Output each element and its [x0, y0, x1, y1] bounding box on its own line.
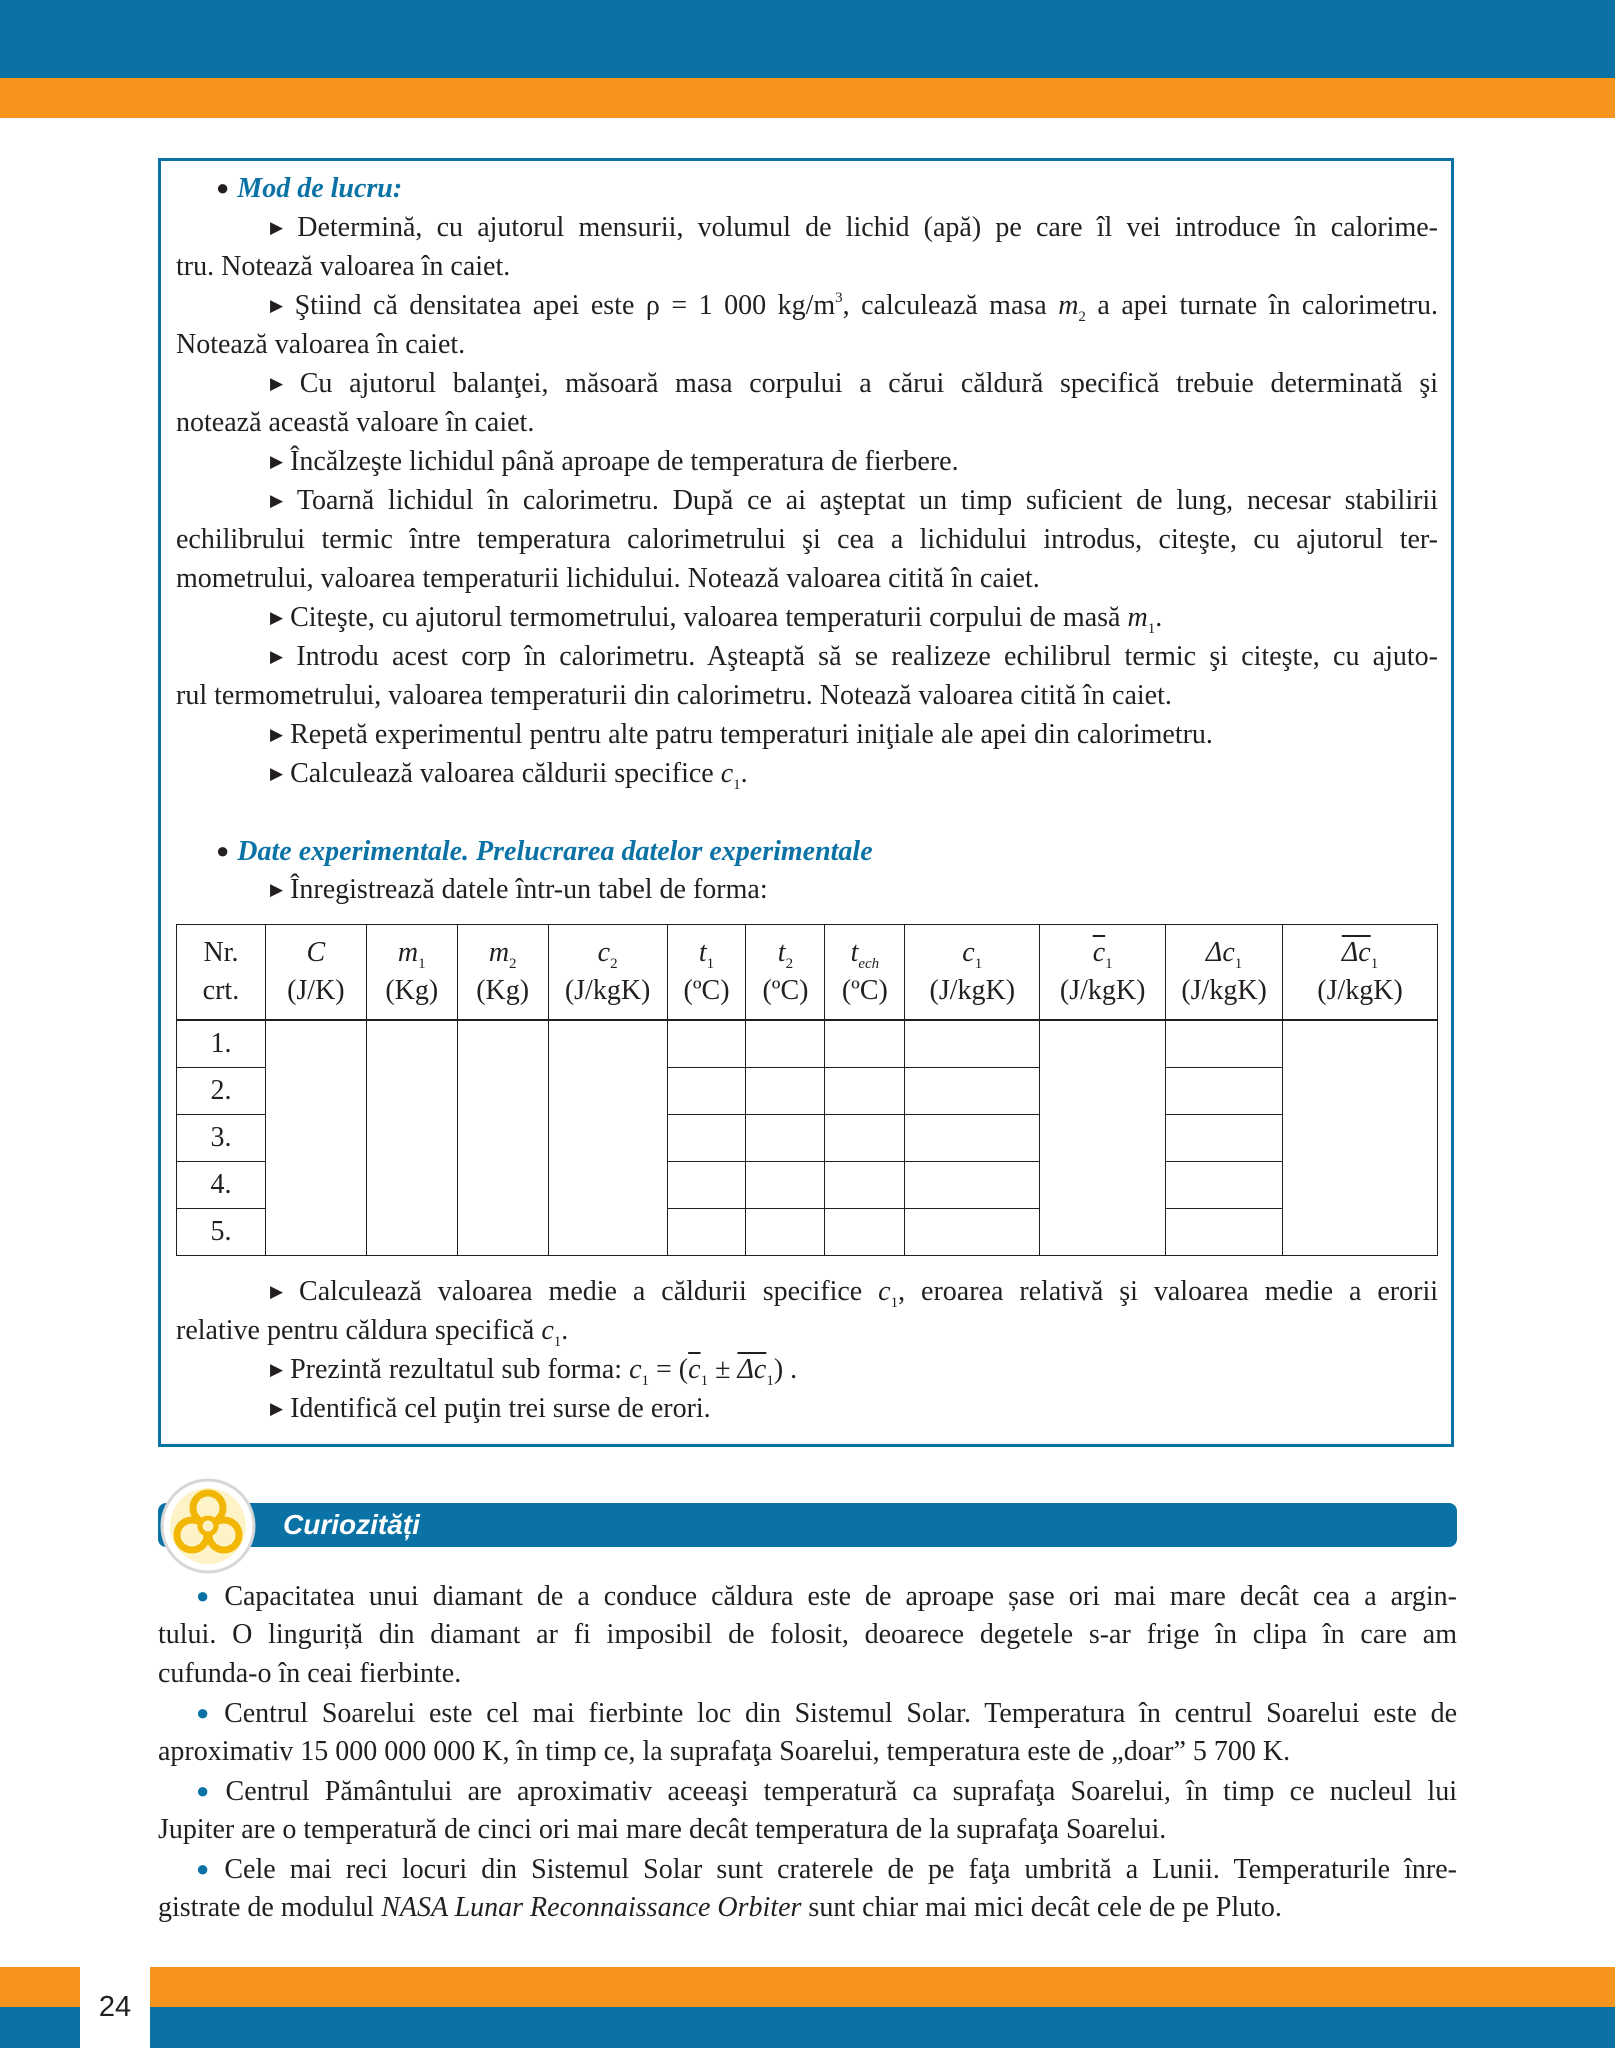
curiosity-3-cont: Jupiter are o temperatură de cinci ori mai mare decât temperatura de la suprafaţa Soarelui.: [158, 1814, 1167, 1845]
step-7-cont: rul termometrului, valoarea temperaturii din calorimetru. Notează valoarea citită în caiet.: [176, 680, 1172, 711]
step-3: ▶ Cu ajutorul balanţei, măsoară masa corpului a cărui căldură specifică trebuie determinată şi: [270, 368, 1438, 399]
top-orange-band: [0, 78, 1615, 118]
step-9: ▶ Calculează valoarea căldurii specifice $c_1$.: [270, 758, 748, 793]
cell: [825, 1209, 905, 1256]
col-t1: $t_1$ (ºC): [667, 925, 746, 1021]
cell: [1166, 1115, 1283, 1162]
cell: [1166, 1162, 1283, 1209]
step-3-cont: notează această valoare în caiet.: [176, 407, 535, 438]
row-number: 1.: [177, 1020, 266, 1068]
step-1: ▶ Determină, cu ajutorul mensurii, volumul de lichid (apă) pe care îl vei introduce în calorime-: [270, 212, 1438, 243]
cell: [667, 1068, 746, 1115]
curiosity-4: ● Cele mai reci locuri din Sistemul Solar sunt craterele de pe faţa umbrită a Lunii. Temperaturile înre-: [196, 1854, 1458, 1885]
after-table-step-1: ▶ Calculează valoarea medie a căldurii specifice $c_1$, eroarea relativă şi valoarea medie a erorii: [270, 1276, 1438, 1311]
cell: [905, 1162, 1040, 1209]
cell: [825, 1068, 905, 1115]
cell: [825, 1115, 905, 1162]
step-5: ▶ Toarnă lichidul în calorimetru. După ce ai aşteptat un timp suficient de lung, necesar stabilirii: [270, 485, 1438, 516]
cell: [905, 1020, 1040, 1068]
curiozitati-title: Curiozități: [283, 1509, 420, 1540]
step-7: ▶ Introdu acest corp în calorimetru. Aşteaptă să se realizeze echilibrul termic şi citeşte, cu ajuto-: [270, 641, 1438, 672]
col-m2: $m_2$ (Kg): [457, 925, 548, 1021]
cell-C: [265, 1020, 366, 1256]
col-delta-c1-mean: $\overline{\Delta c}_1$ (J/kgK): [1283, 925, 1438, 1021]
cell: [1166, 1068, 1283, 1115]
col-m1: $m_1$ (Kg): [366, 925, 457, 1021]
step-5-cont-2: mometrului, valoarea temperaturii lichidului. Notează valoarea citită în caiet.: [176, 563, 1040, 594]
col-c2: $c_2$ (J/kgK): [548, 925, 667, 1021]
cell: [1166, 1020, 1283, 1068]
curiosity-1-cont-1: tului. O linguriță din diamant ar fi imposibil de folosit, deoarece degetele s-ar frige în clipa în care am: [158, 1619, 1457, 1650]
row-number: 3.: [177, 1115, 266, 1162]
biohazard-icon: [160, 1478, 256, 1574]
step-8: ▶ Repetă experimentul pentru alte patru temperaturi iniţiale ale apei din calorimetru.: [270, 719, 1213, 750]
curiosity-1-cont-2: cufunda-o în ceai fierbinte.: [158, 1658, 462, 1689]
row-number: 5.: [177, 1209, 266, 1256]
cell: [905, 1068, 1040, 1115]
cell: [746, 1020, 825, 1068]
cell: [746, 1209, 825, 1256]
step-2-cont: Notează valoarea în caiet.: [176, 329, 466, 360]
bottom-orange-band: [0, 1967, 1615, 2007]
cell: [667, 1115, 746, 1162]
step-2: ▶ Ştiind că densitatea apei este ρ = 1 000 $kg/m^3$, calculează masa $m_2$ a apei turnate în calorimetru.: [270, 290, 1438, 325]
curiosity-2: ● Centrul Soarelui este cel mai fierbinte loc din Sistemul Solar. Temperatura în centrul Soarelui este de: [196, 1698, 1457, 1729]
cell: [1166, 1209, 1283, 1256]
cell: [667, 1020, 746, 1068]
col-tech: $t_{ech}$ (ºC): [825, 925, 905, 1021]
cell-delta-c1-mean: [1283, 1020, 1438, 1256]
cell: [905, 1209, 1040, 1256]
curiosity-2-cont: aproximativ 15 000 000 000 K, în timp ce, la suprafaţa Soarelui, temperatura este de „doar” 5 700 K.: [158, 1736, 1291, 1767]
cell: [667, 1209, 746, 1256]
curiosity-3: ● Centrul Pământului are aproximativ aceeaşi temperatură ca suprafaţa Soarelui, în timp ce nucleul lui: [196, 1776, 1457, 1807]
mod-de-lucru-heading: ● Mod de lucru:: [216, 173, 403, 204]
cell: [746, 1115, 825, 1162]
step-4: ▶ Încălzeşte lichidul până aproape de temperatura de fierbere.: [270, 446, 959, 477]
col-nr-crt: Nr. crt.: [177, 925, 266, 1021]
cell: [825, 1020, 905, 1068]
col-c1-mean: $\overline{c}_1$ (J/kgK): [1040, 925, 1166, 1021]
col-t2: $t_2$ (ºC): [746, 925, 825, 1021]
cell: [825, 1162, 905, 1209]
cell: [905, 1115, 1040, 1162]
page-number: 24: [80, 1967, 150, 2048]
col-delta-c1: $\Delta c_1$ (J/kgK): [1166, 925, 1283, 1021]
curiosity-1: ● Capacitatea unui diamant de a conduce căldura este de aproape șase ori mai mare decât cea a argin-: [196, 1581, 1457, 1612]
col-C: C (J/K): [265, 925, 366, 1021]
step-6: ▶ Citeşte, cu ajutorul termometrului, valoarea temperaturii corpului de masă $m_1$.: [270, 602, 1163, 637]
date-experimentale-heading: ● Date experimentale. Prelucrarea datelor experimentale: [216, 836, 873, 867]
cell-m2: [457, 1020, 548, 1256]
after-table-step-2: ▶ Prezintă rezultatul sub forma: $c_1 = (\overline{c}_1 \pm \overline{\Delta c}_1)$ .: [270, 1354, 798, 1389]
cell: [746, 1068, 825, 1115]
row-number: 2.: [177, 1068, 266, 1115]
data-table: [176, 924, 1438, 1256]
cell-c2: [548, 1020, 667, 1256]
cell: [667, 1162, 746, 1209]
cell: [746, 1162, 825, 1209]
step-5-cont-1: echilibrului termic între temperatura calorimetrului şi cea a lichidului introdus, citeşte, cu ajutorul ter-: [176, 524, 1438, 555]
table-intro: ▶ Înregistrează datele într-un tabel de forma:: [270, 874, 768, 905]
after-table-step-1-cont: relative pentru căldura specifică $c_1$.: [176, 1315, 569, 1350]
table-header-row: [177, 925, 1438, 1021]
table-row: [177, 1020, 1438, 1068]
row-number: 4.: [177, 1162, 266, 1209]
curiosity-4-cont: gistrate de modulul NASA Lunar Reconnaissance Orbiter sunt chiar mai mici decât cele de pe Pluto.: [158, 1892, 1282, 1923]
step-1-cont: tru. Notează valoarea în caiet.: [176, 251, 511, 282]
top-blue-band: [0, 0, 1615, 78]
after-table-step-3: ▶ Identifică cel puţin trei surse de erori.: [270, 1393, 711, 1424]
bottom-blue-band: [0, 2007, 1615, 2048]
col-c1: $c_1$ (J/kgK): [905, 925, 1040, 1021]
cell-c1-mean: [1040, 1020, 1166, 1256]
cell-m1: [366, 1020, 457, 1256]
